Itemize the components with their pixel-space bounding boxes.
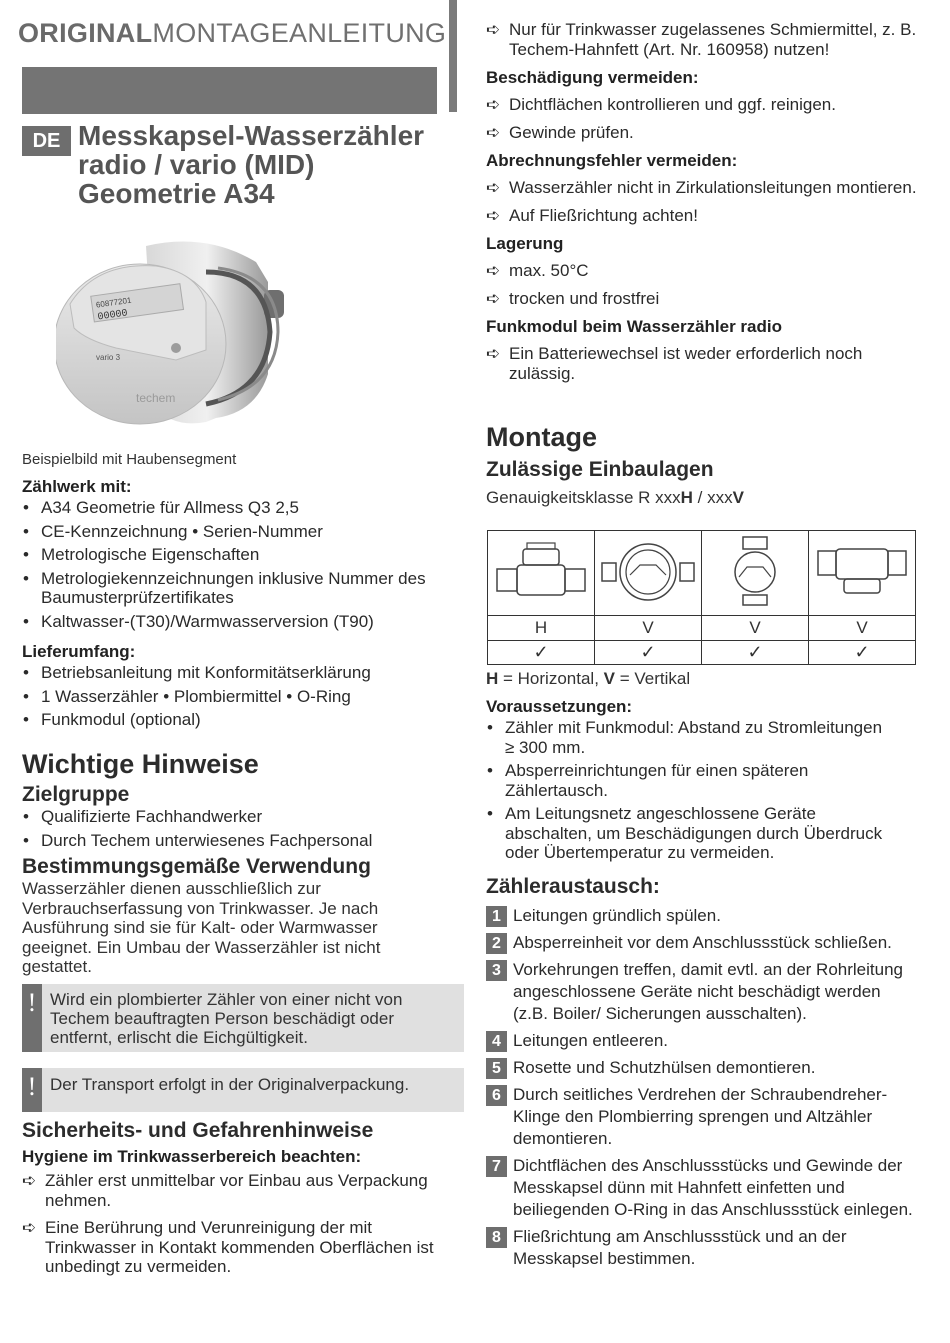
list-item: • A34 Geometrie für Allmess Q3 2,5: [22, 498, 464, 518]
header-bar: [22, 67, 437, 114]
step-item: 1 Leitungen gründlich spülen.: [486, 905, 916, 927]
lieferumfang-list: [22, 663, 464, 730]
position-label: V: [595, 616, 702, 641]
step-number: 5: [486, 1058, 507, 1079]
document-header: [18, 18, 446, 49]
abrechnung-list: [486, 178, 926, 225]
horizontal-meter-icon: [493, 535, 589, 607]
arrow-icon: ➪: [486, 344, 501, 363]
arrow-icon: ➪: [486, 95, 501, 114]
right-top-section: [486, 20, 926, 391]
step-number: 2: [486, 933, 507, 954]
sicherheit-heading: Sicherheits- und Gefahrenhinweise: [22, 1119, 374, 1142]
wichtige-hinweise-section: [22, 748, 464, 977]
position-label: V: [809, 616, 916, 641]
note-text: Wird ein plombierter Zähler von einer nicht von Techem beauftragten Person beschädigt oder entfernt, erlischt die Eichgültigkeit.: [50, 990, 403, 1047]
funkmodul-heading: Funkmodul beim Wasserzähler radio: [486, 317, 782, 336]
montage-section: [486, 421, 926, 508]
language-badge: DE: [22, 126, 71, 156]
water-meter-photo: [56, 232, 301, 434]
lieferumfang-section: [22, 641, 464, 734]
einbaulagen-heading: Zulässige Einbaulagen: [486, 458, 714, 481]
beschaedigung-list: [486, 95, 926, 142]
list-item: • Betriebsanleitung mit Konformitätserklärung: [22, 663, 464, 683]
montage-heading: Montage: [486, 422, 597, 452]
meter-vario-label: vario 3: [96, 353, 121, 362]
zaehlwerk-section: [22, 476, 464, 635]
warning-note-2: [22, 1068, 464, 1112]
step-number: 6: [486, 1085, 507, 1106]
list-item: • Zähler mit Funkmodul: Abstand zu Stromleitungen ≥ 300 mm.: [486, 718, 896, 757]
warning-note-1: [22, 984, 464, 1052]
lagerung-list: [486, 261, 926, 308]
vertical-side-meter-icon: [707, 535, 803, 607]
list-item: • Metrologiekennzeichnungen inklusive Nummer des Baumusterprüfzertifikates: [22, 569, 464, 608]
zaehlwerk-heading: Zählwerk mit:: [22, 477, 132, 496]
list-item: ➪ Ein Batteriewechsel ist weder erforderlich noch zulässig.: [486, 344, 863, 383]
check-icon: ✓: [488, 641, 595, 665]
step-item: 2 Absperreinheit vor dem Anschlussstück schließen.: [486, 932, 916, 954]
step-number: 4: [486, 1031, 507, 1052]
list-item: ➪ trocken und frostfrei: [486, 288, 660, 308]
zielgruppe-heading: Zielgruppe: [22, 783, 130, 806]
list-item: ➪ Gewinde prüfen.: [486, 122, 634, 142]
list-item: • Qualifizierte Fachhandwerker: [22, 807, 464, 827]
zaehleraustausch-heading: Zähleraustausch:: [486, 875, 660, 898]
arrow-icon: ➪: [486, 178, 501, 197]
list-item: • Funkmodul (optional): [22, 710, 464, 730]
legend-and-requirements: [486, 669, 926, 867]
list-item: ➪ max. 50°C: [486, 261, 589, 280]
list-item: • Durch Techem unterwiesenes Fachpersonal: [22, 831, 464, 851]
list-item: ➪ Dichtflächen kontrollieren und ggf. reinigen.: [486, 95, 836, 114]
sicherheit-section: [22, 1118, 464, 1285]
check-icon: ✓: [595, 641, 702, 665]
schmiermittel-list: [486, 20, 926, 59]
arrow-icon: ➪: [486, 122, 501, 142]
list-item: • Metrologische Eigenschaften: [22, 545, 464, 565]
step-item: 6 Durch seitliches Verdrehen der Schraubendreher-Klinge den Plombierring sprengen und Altzähler demontieren.: [486, 1084, 916, 1150]
column-divider: [449, 0, 457, 112]
list-item: • CE-Kennzeichnung • Serien-Nummer: [22, 522, 464, 542]
list-item: • 1 Wasserzähler • Plombiermittel • O-Ring: [22, 687, 464, 707]
list-item: ➪ Nur für Trinkwasser zugelassenes Schmiermittel, z. B. Techem-Hahnfett (Art. Nr. 160958) nutzen!: [486, 20, 917, 59]
abrechnung-heading: Abrechnungsfehler vermeiden:: [486, 151, 738, 170]
header-bold: ORIGINAL: [18, 18, 153, 48]
list-item: • Absperreinrichtungen für einen späteren Zählertausch.: [486, 761, 896, 800]
step-number: 1: [486, 906, 507, 927]
vertical-top-meter-icon: [814, 535, 910, 607]
list-item: ➪ Zähler erst unmittelbar vor Einbau aus Verpackung nehmen.: [22, 1171, 428, 1210]
check-icon: ✓: [809, 641, 916, 665]
arrow-icon: ➪: [486, 20, 501, 39]
position-legend: H = Horizontal, V = Vertikal: [486, 669, 691, 688]
exclamation-icon: !: [22, 1068, 42, 1112]
position-cell: [595, 531, 702, 616]
arrow-icon: ➪: [486, 261, 501, 280]
steps-list: [486, 905, 916, 1270]
hygiene-heading: Hygiene im Trinkwasserbereich beachten:: [22, 1147, 362, 1166]
genauigkeitsklasse: Genauigkeitsklasse R xxxH / xxxV: [486, 488, 744, 507]
step-item: 7 Dichtflächen des Anschlussstücks und Gewinde der Messkapsel dünn mit Hahnfett einfetten und beiliegenden O-Ring in das Anschlussstück einlegen.: [486, 1155, 916, 1221]
step-item: 4 Leitungen entleeren.: [486, 1030, 916, 1052]
position-cell: [809, 531, 916, 616]
position-cell: [488, 531, 595, 616]
title-line: radio / vario (MID): [78, 149, 315, 180]
list-item: ➪ Wasserzähler nicht in Zirkulationsleitungen montieren.: [486, 178, 917, 197]
voraussetzungen-heading: Voraussetzungen:: [486, 697, 633, 716]
step-item: 3 Vorkehrungen treffen, damit evtl. an der Rohrleitung angeschlossene Geräte nicht beschädigt werden (z.B. Boiler/ Sicherungen ausschalten).: [486, 959, 916, 1025]
bestimmung-text: Wasserzähler dienen ausschließlich zur Verbrauchserfassung von Trinkwasser. Je nach Ausführung sind sie für Kalt- oder Warmwasser geeignet. Ein Umbau der Wasserzähler ist nicht gestattet.: [22, 879, 381, 976]
wichtige-heading: Wichtige Hinweise: [22, 749, 259, 779]
step-item: 8 Fließrichtung am Anschlussstück und an der Messkapsel bestimmen.: [486, 1226, 916, 1270]
einbaulagen-table: [487, 530, 916, 665]
document-title: [78, 121, 452, 208]
hygiene-list: [22, 1171, 464, 1277]
list-item: ➪ Eine Berührung und Verunreinigung der mit Trinkwasser in Kontakt kommenden Oberflächen ist unbedingt zu vermeiden.: [22, 1218, 434, 1276]
list-item: ➪ Auf Fließrichtung achten!: [486, 205, 698, 225]
meter-serial: 60877201: [95, 295, 132, 310]
lieferumfang-heading: Lieferumfang:: [22, 642, 136, 661]
funkmodul-list: [486, 344, 906, 383]
zaehlwerk-list: [22, 498, 464, 631]
photo-caption: Beispielbild mit Haubensegment: [22, 451, 237, 468]
check-icon: ✓: [702, 641, 809, 665]
list-item: • Am Leitungsnetz angeschlossene Geräte abschalten, um Beschädigungen durch Überdruck oder Übertemperatur zu vermeiden.: [486, 804, 896, 863]
meter-brand-label: techem: [136, 391, 176, 405]
title-line: Geometrie A34: [78, 178, 275, 209]
meter-digits: 00000: [97, 308, 129, 324]
arrow-icon: ➪: [486, 205, 501, 225]
step-number: 7: [486, 1156, 507, 1177]
arrow-icon: ➪: [486, 288, 501, 308]
bestimmung-heading: Bestimmungsgemäße Verwendung: [22, 855, 371, 878]
position-label: H: [488, 616, 595, 641]
title-line: Messkapsel-Wasserzähler: [78, 120, 425, 151]
vertical-front-meter-icon: [600, 535, 696, 607]
lagerung-heading: Lagerung: [486, 234, 564, 253]
list-item: • Kaltwasser-(T30)/Warmwasserversion (T90): [22, 612, 464, 632]
arrow-icon: ➪: [22, 1218, 37, 1237]
position-cell: [702, 531, 809, 616]
position-label: V: [702, 616, 809, 641]
zielgruppe-list: [22, 807, 464, 850]
header-rest: MONTAGEANLEITUNG: [152, 18, 447, 48]
step-number: 8: [486, 1227, 507, 1248]
exclamation-icon: !: [22, 984, 42, 1052]
voraussetzungen-list: [486, 718, 896, 863]
title-block: [22, 121, 452, 208]
step-item: 5 Rosette und Schutzhülsen demontieren.: [486, 1057, 916, 1079]
arrow-icon: ➪: [22, 1171, 37, 1190]
beschaedigung-heading: Beschädigung vermeiden:: [486, 68, 699, 87]
zaehleraustausch-section: [486, 874, 926, 1275]
step-number: 3: [486, 960, 507, 981]
note-text: Der Transport erfolgt in der Originalverpackung.: [50, 1075, 410, 1094]
